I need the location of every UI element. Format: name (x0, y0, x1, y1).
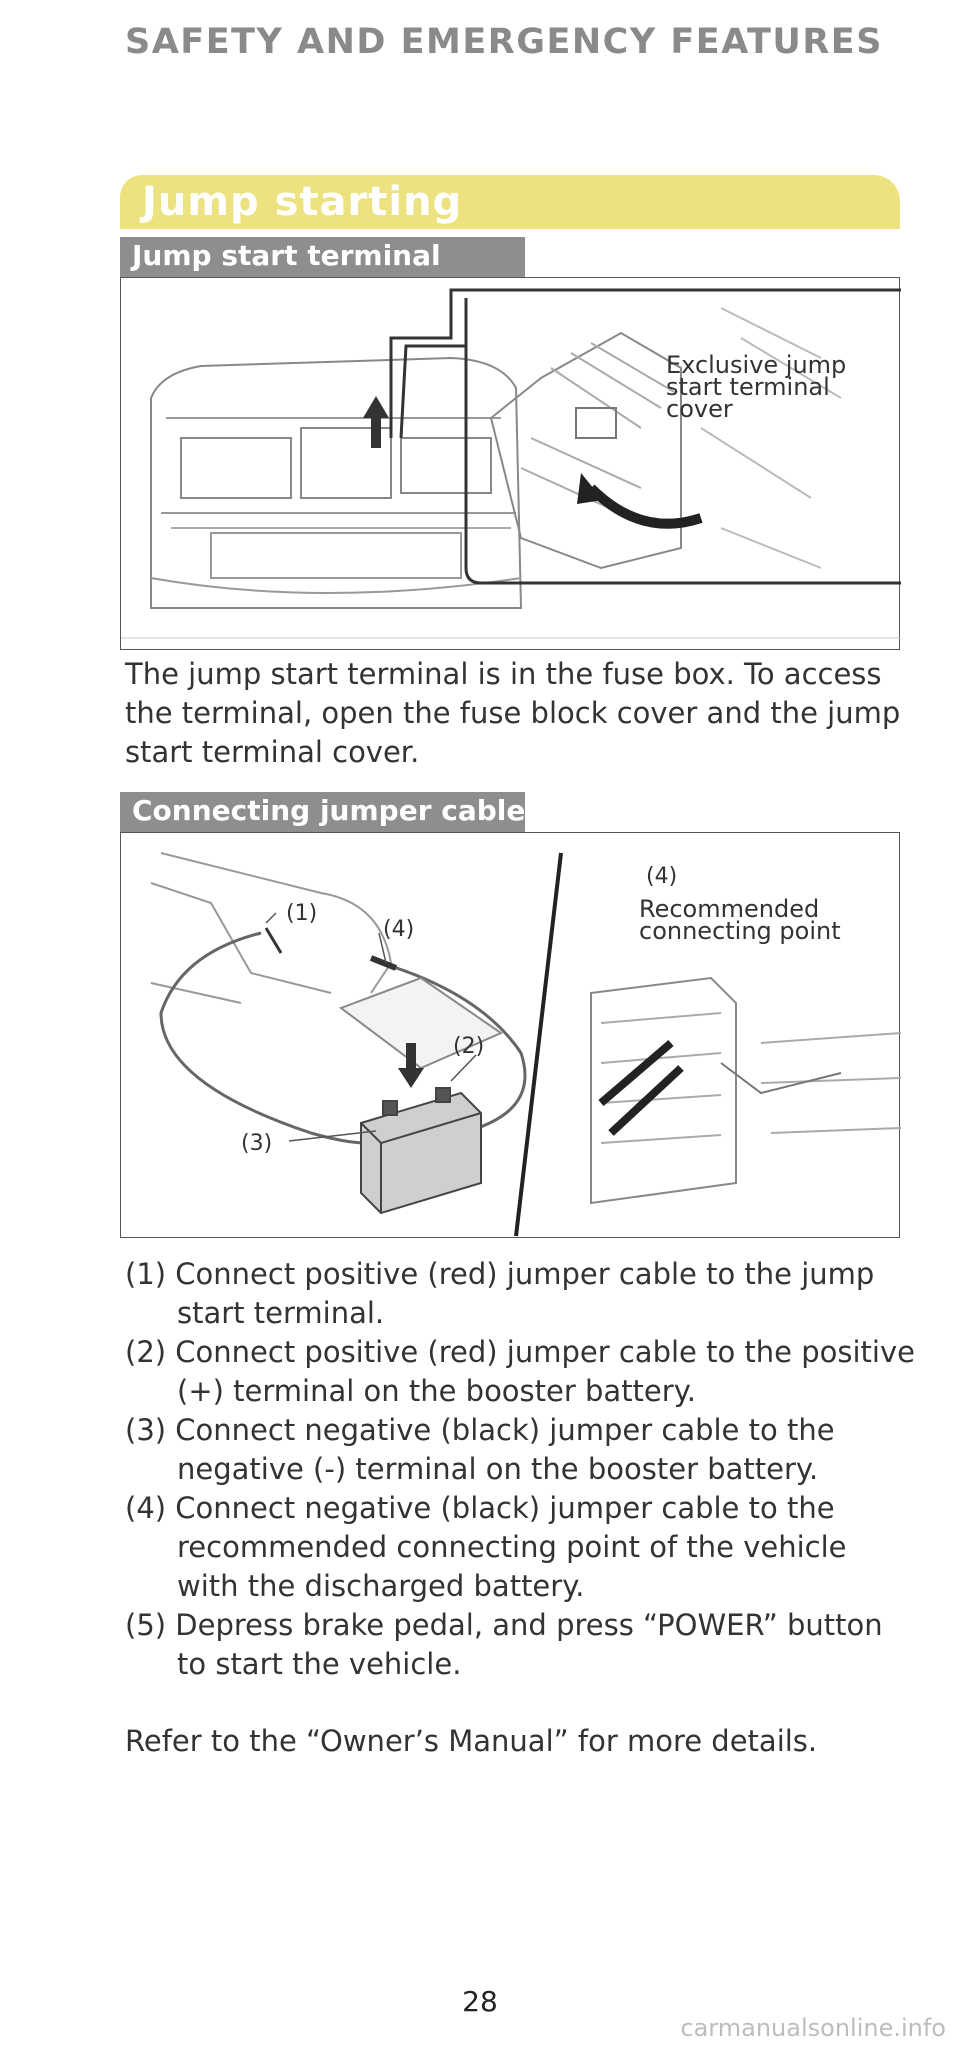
watermark: carmanualsonline.info (680, 2014, 946, 2042)
tab-connecting-jumper-cables: Connecting jumper cables (120, 792, 525, 832)
label-4-left: (4) (383, 917, 415, 942)
label-2: (2) (453, 1034, 485, 1059)
section-header: SAFETY AND EMERGENCY FEATURES (125, 22, 883, 62)
jump-start-steps (125, 1255, 915, 1684)
jumper-cables-illustration (120, 832, 900, 1238)
page-number: 28 (462, 1985, 498, 2018)
step-3: (3) Connect negative (black) jumper cable to the negative (-) terminal on the booster battery. (125, 1413, 835, 1486)
jumper-cables-drawing (121, 833, 901, 1239)
owners-manual-note: Refer to the “Owner’s Manual” for more details. (125, 1724, 818, 1758)
step-1: (1) Connect positive (red) jumper cable to the jump start terminal. (125, 1257, 875, 1330)
recommended-point-callout (639, 895, 841, 945)
callout-line-1: Exclusive jump (666, 351, 847, 379)
terminal-location-paragraph: The jump start terminal is in the fuse box. To access the terminal, open the fuse block cover and the jump start terminal cover. (125, 657, 901, 769)
jump-start-terminal-illustration (120, 277, 900, 650)
callout-line-3: cover (666, 395, 733, 423)
exclusive-cover-callout (666, 351, 847, 423)
label-3: (3) (241, 1131, 273, 1156)
recommended-line-2: connecting point (639, 917, 841, 945)
step-5: (5) Depress brake pedal, and press “POWER” button to start the vehicle. (125, 1608, 883, 1681)
engine-bay-drawing (121, 278, 901, 651)
label-4-right: (4) (646, 864, 678, 889)
recommended-line-1: Recommended (639, 895, 820, 923)
tab-jump-start-terminal: Jump start terminal (120, 237, 525, 277)
step-2: (2) Connect positive (red) jumper cable to the positive (+) terminal on the booster battery. (125, 1335, 915, 1408)
callout-line-2: start terminal (666, 373, 830, 401)
jump-starting-banner (120, 175, 900, 229)
step-4: (4) Connect negative (black) jumper cable to the recommended connecting point of the vehicle with the discharged battery. (125, 1491, 847, 1603)
label-1: (1) (286, 901, 318, 926)
banner-title: Jump starting (142, 179, 463, 225)
